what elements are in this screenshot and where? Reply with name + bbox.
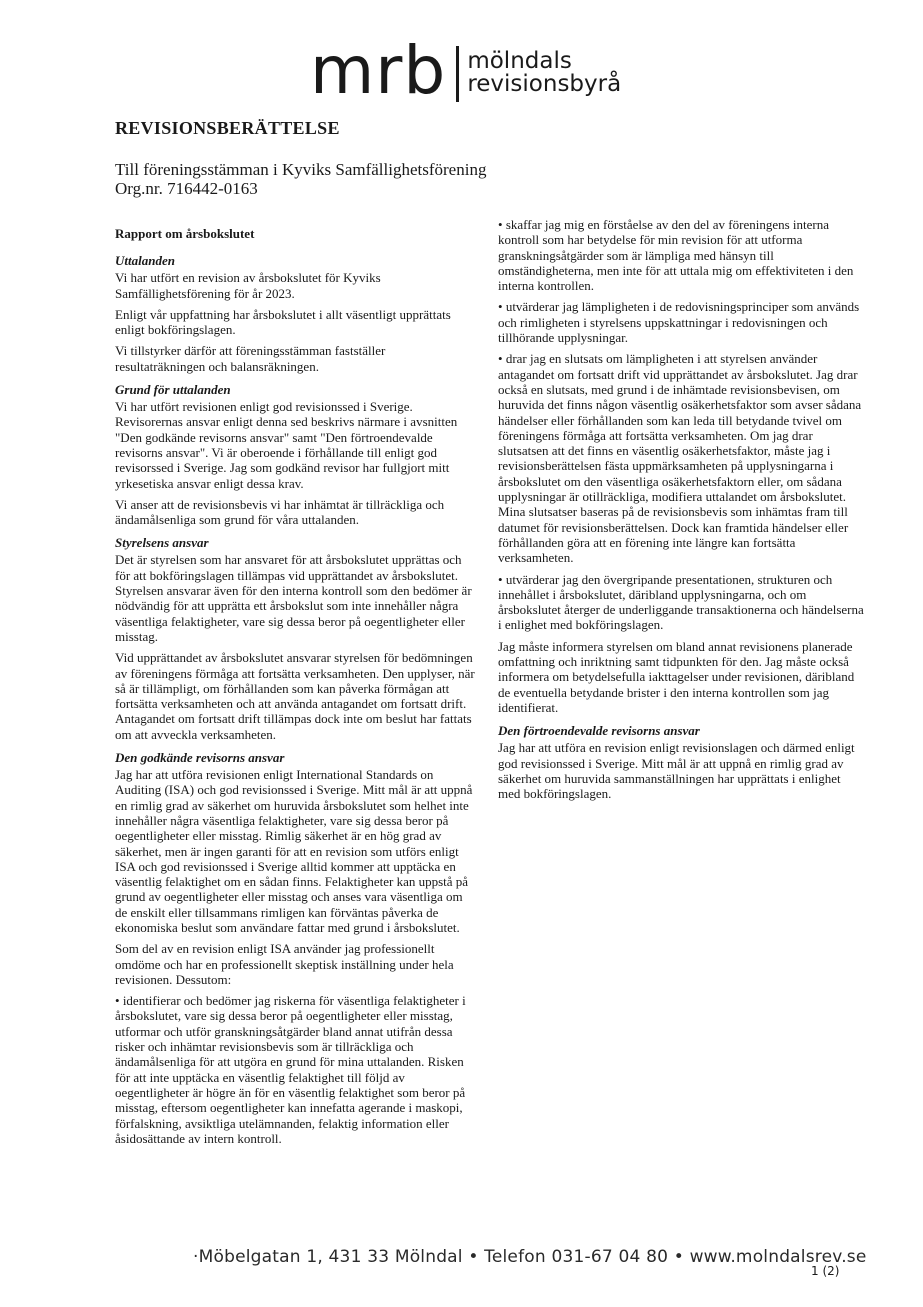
paragraph: Vi har utfört en revision av årsbokslutet för Kyviks Samfällighetsförening för år 2023.: [115, 270, 381, 301]
footer-address: ·Möbelgatan 1, 431 33 Mölndal • Telefon 031-67 04 80 • www.molndalsrev.se: [193, 1247, 867, 1267]
logo-line-2: revisionsbyrå: [467, 71, 622, 97]
paragraph: Vid upprättandet av årsbokslutet ansvarar styrelsen för bedömningen av föreningens förmåga att fortsätta verksamheten. Den upplyser, när så är tillämpligt, om förhållanden som kan påverka förmågan att fortsätta verksamheten och att använda antagandet om fortsatt drift. Antagandet om fortsatt drift tillämpas dock inte om beslut har fattats om att avveckla verksamheten.: [115, 650, 475, 742]
paragraph: Som del av en revision enligt ISA använder jag professionellt omdöme och har en professionellt skeptisk inställning under hela revisionen. Dessutom:: [115, 941, 454, 987]
bullet-item: • utvärderar jag lämpligheten i de redovisningsprinciper som används och rimligheten i styrelsens uppskattningar i redovisningen och tillhörande upplysningar.: [498, 299, 866, 345]
company-logo: [310, 32, 622, 109]
logo-mark: mrb: [310, 32, 447, 109]
bullet-item: • identifierar och bedömer jag riskerna för väsentliga felaktigheter i årsbokslutet, vare sig dessa beror på oegentligheter eller misstag, utformar och utför granskningsåtgärder bland annat utifrån dessa risker och inhämtar revisionsbevis som är tillräckliga och ändamålsenliga för att utgöra en grund för mina uttalanden. Risken för att inte upptäcka en väsentlig felaktighet till följd av oegentligheter är högre än för en väsentlig felaktighet som beror på misstag, eftersom oegentligheter kan innefatta agerande i maskopi, förfalskning, avsiktliga utelämnanden, felaktig information eller åsidosättande av intern kontroll.: [115, 993, 477, 1146]
section-heading-uttalanden: Uttalanden: [115, 253, 175, 269]
document-title: REVISIONSBERÄTTELSE: [115, 118, 340, 138]
report-heading: Rapport om årsbokslutet: [115, 226, 255, 241]
logo-line-1: mölndals: [467, 48, 572, 74]
paragraph: Jag har att utföra revisionen enligt International Standards on Auditing (ISA) och god revisionssed i Sverige. Mitt mål är att uppnå en rimlig grad av säkerhet om huruvida årsbokslutet som helhet inte innehåller några väsentliga felaktigheter, vare sig dessa beror på oegentligheter eller misstag. Rimlig säkerhet är en hög grad av säkerhet, men är ingen garanti för att en revision som utförs enligt ISA och god revisionssed i Sverige alltid kommer att upptäcka en väsentlig felaktighet om en sådan finns. Felaktigheter kan uppstå på grund av oegentligheter eller misstag och anses vara väsentliga om de enskilt eller tillsammans rimligen kan förväntas påverka de ekonomiska beslut som användare fattar med grund i årsbokslutet.: [115, 767, 473, 935]
paragraph: Enligt vår uppfattning har årsbokslutet i allt väsentligt upprättats enligt bokföringslagen.: [115, 306, 451, 338]
section-heading-godkande: Den godkände revisorns ansvar: [115, 750, 285, 766]
page-number: 1 (2): [811, 1264, 840, 1278]
bullet-item: • skaffar jag mig en förståelse av den del av föreningens interna kontroll som har betydelse för min revision för att utforma granskningsåtgärder som är lämpliga med hänsyn till omständigheterna, men inte för att uttala mig om effektiviteten i den interna kontrollen.: [498, 217, 866, 293]
bullet-item: • utvärderar jag den övergripande presentationen, strukturen och innehållet i årsbokslutet, däribland upplysningarna, och om årsbokslutet återger de underliggande transaktionerna och händelserna i enlighet med bokföringslagen.: [498, 572, 866, 633]
section-heading-fortroende: Den förtroendevalde revisorns ansvar: [498, 723, 700, 739]
paragraph: Vi har utfört revisionen enligt god revisionssed i Sverige. Revisorernas ansvar enligt denna sed beskrivs närmare i avsnitten "Den godkände revisorns ansvar" samt "Den förtroendevalde revisorns ansvar". Vi är oberoende i förhållande till enligt god revisorssed i Sverige. Jag som godkänd revisor har fullgjort mitt yrkesetiska ansvar enligt dessa krav.: [115, 399, 458, 491]
paragraph: Jag måste informera styrelsen om bland annat revisionens planerade omfattning och inriktning samt tidpunkten för den. Jag måste också informera om betydelsefulla iakttagelser under revisionen, däribland de eventuella betydande brister i den interna kontrollen som jag identifierat.: [498, 638, 855, 715]
logo-divider: [456, 46, 459, 102]
bullet-item: • drar jag en slutsats om lämpligheten i att styrelsen använder antagandet om fortsatt drift vid upprättandet av årsbokslutet. Jag drar också en slutsats, med grund i de inhämtade revisionsbevisen, om huruvida det finns någon väsentlig osäkerhetsfaktor som avser sådana händelser eller förhållanden som kan leda till betydande tvivel om föreningens förmåga att fortsätta verksamheten. Om jag drar slutsatsen att det finns en väsentlig osäkerhetsfaktor, måste jag i revisionsberättelsen fästa uppmärksamheten på upplysningarna i årsbokslutet om den väsentliga osäkerhetsfaktorn eller, om sådana upplysningar är otillräckliga, modifiera uttalandet om årsbokslutet. Mina slutsatser baseras på de revisionsbevis som inhämtas fram till datumet för revisionsberättelsen. Dock kan framtida händelser eller förhållanden göra att en förening inte längre kan fortsätta verksamheten.: [498, 351, 866, 565]
paragraph: Vi tillstyrker därför att föreningsstämman fastställer resultaträkningen och balansräkningen.: [115, 343, 386, 374]
addressee-block: [115, 160, 486, 198]
paragraph: Jag har att utföra en revision enligt revisionslagen och därmed enligt god revisionssed i Sverige. Mitt mål är att uppnå en rimlig grad av säkerhet om huruvida sammanställningen har upprättats i enlighet med bokföringslagen.: [498, 740, 855, 802]
org-number: Org.nr. 716442-0163: [115, 179, 258, 198]
section-heading-grund: Grund för uttalanden: [115, 382, 231, 398]
paragraph: Det är styrelsen som har ansvaret för att årsbokslutet upprättas och för att bokföringslagen tillämpas vid upprättandet av årsbokslutet. Styrelsen ansvarar även för den interna kontroll som den bedömer är nödvändig för att upprätta ett årsbokslut som inte innehåller några väsentliga felaktigheter, vare sig dessa beror på oegentligheter eller misstag.: [115, 552, 472, 644]
logo-wordmark: [467, 50, 621, 96]
paragraph: Vi anser att de revisionsbevis vi har inhämtat är tillräckliga och ändamålsenliga som grund för våra uttalanden.: [115, 496, 445, 528]
addressee-line: Till föreningsstämman i Kyviks Samfällighetsförening: [115, 160, 487, 179]
right-column: [498, 217, 866, 807]
section-heading-styrelsen: Styrelsens ansvar: [115, 535, 209, 551]
left-column: [115, 226, 477, 1152]
